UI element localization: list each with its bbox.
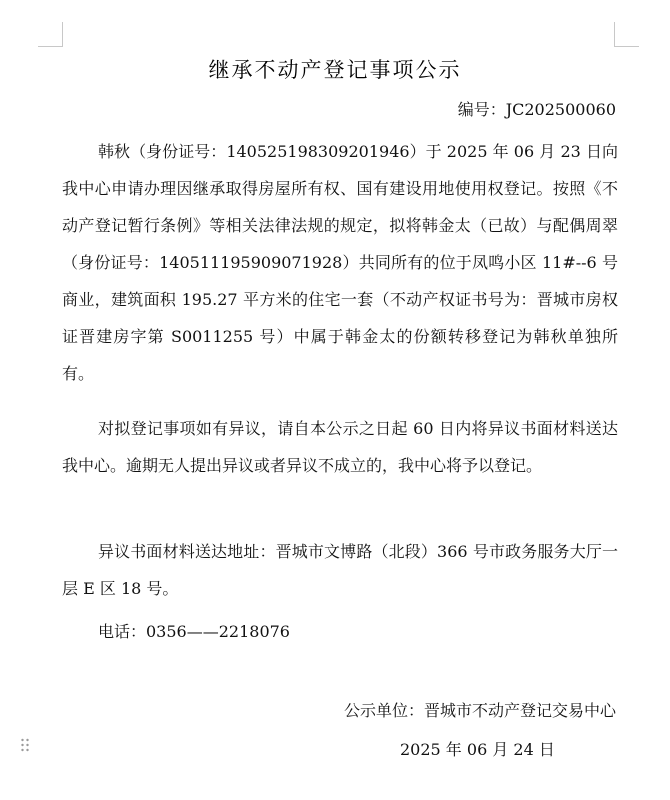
drag-handle-icon[interactable] bbox=[20, 737, 32, 755]
crop-mark-top-left bbox=[38, 22, 63, 47]
drag-handle-dots bbox=[20, 737, 30, 753]
issuer-line: 公示单位：晋城市不动产登记交易中心 bbox=[343, 701, 616, 720]
paragraph-objection bbox=[62, 410, 618, 484]
paragraph-text: 电话：0356——2218076 bbox=[98, 622, 290, 641]
document-number: 编号：JC202500060 bbox=[457, 100, 616, 119]
paragraph-text: 对拟登记事项如有异议，请自本公示之日起 60 日内将异议书面材料送达我中心。逾期无人提出异议或者异议不成立的，我中心将予以登记。 bbox=[62, 419, 618, 475]
paragraph-text: 韩秋（身份证号：140525198309201946）于 2025 年 06 月 23 日向我中心申请办理因继承取得房屋所有权、国有建设用地使用权登记。按照《不动产登记暂行条例》等相关法律法规的规定，拟将韩金太（已故）与配偶周翠（身份证号：140511195909071928）共同所有的位于凤鸣小区 11#--6 号商业，建筑面积 195.27 平方米的住宅一套（不动产权证书号为：晋城市房权证晋建房字第 S0011255 号）中属于韩金太的份额转移登记为韩秋单独所有。 bbox=[62, 142, 618, 383]
issue-date: 2025 年 06 月 24 日 bbox=[400, 740, 555, 759]
paragraph-application bbox=[62, 133, 618, 392]
paragraph-address bbox=[62, 533, 618, 607]
paragraph-text: 异议书面材料送达地址：晋城市文博路（北段）366 号市政务服务大厅一层 E 区 18 号。 bbox=[62, 542, 618, 598]
crop-mark-top-right bbox=[614, 22, 639, 47]
paragraph-phone bbox=[62, 613, 618, 650]
document-title: 继承不动产登记事项公示 bbox=[208, 58, 462, 82]
